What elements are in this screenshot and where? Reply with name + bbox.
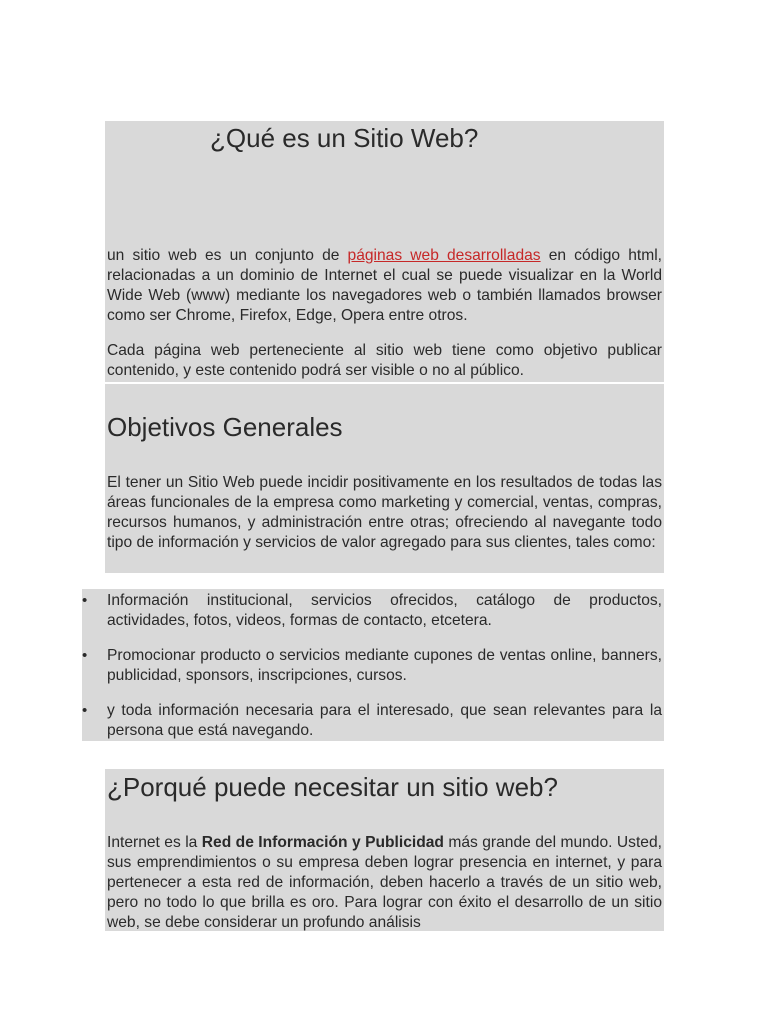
list-item: y toda información necesaria para el interesado, que sean relevantes para la persona que está navegando. xyxy=(107,702,662,739)
bullet-marker: • xyxy=(82,702,88,719)
list-item: Promocionar producto o servicios mediante cupones de ventas online, banners, publicidad, sponsors, inscripciones, cursos. xyxy=(107,647,662,684)
paragraph-porque xyxy=(107,833,662,933)
page-title: ¿Qué es un Sitio Web? xyxy=(210,123,479,153)
link-paginas-web[interactable]: páginas web desarrolladas xyxy=(347,247,541,264)
bullet-marker: • xyxy=(82,647,88,664)
paragraph-definition xyxy=(107,246,662,326)
heading-porque: ¿Porqué puede necesitar un sitio web? xyxy=(107,772,558,802)
heading-objetivos: Objetivos Generales xyxy=(107,412,343,442)
paragraph-text: en código html, relacionadas a un dominio de Internet el cual se puede visualizar en la World Wide Web (www) mediante los navegadores web o también llamados browser como ser Chrome, Firefox, Edge, Opera entre otros. xyxy=(107,247,662,324)
paragraph-content: Cada página web perteneciente al sitio web tiene como objetivo publicar contenido, y este contenido podrá ser visible o no al público. xyxy=(107,342,662,379)
bold-text: Red de Información y Publicidad xyxy=(201,834,444,851)
paragraph-text: Internet es la xyxy=(107,834,202,851)
paragraph-text: un sitio web es un conjunto de xyxy=(107,247,348,264)
paragraph-objetivos-intro: El tener un Sitio Web puede incidir positivamente en los resultados de todas las áreas funcionales de la empresa como marketing y comercial, ventas, compras, recursos humanos, y administración entre otras; ofreciendo al navegante todo tipo de información y servicios de valor agregado para sus clientes, tales como: xyxy=(107,474,662,551)
bullet-marker: • xyxy=(82,592,88,609)
list-item: Información institucional, servicios ofrecidos, catálogo de productos, actividades, fotos, videos, formas de contacto, etcetera. xyxy=(107,592,662,629)
paragraph-text: más grande del mundo. Usted, sus emprendimientos o su empresa deben lograr presencia en internet, y para pertenecer a esta red de información, deben hacerlo a través de un sitio web, pero no todo lo que brilla es oro. Para lograr con éxito el desarrollo de un sitio web, se debe considerar un profundo análisis xyxy=(107,834,662,931)
